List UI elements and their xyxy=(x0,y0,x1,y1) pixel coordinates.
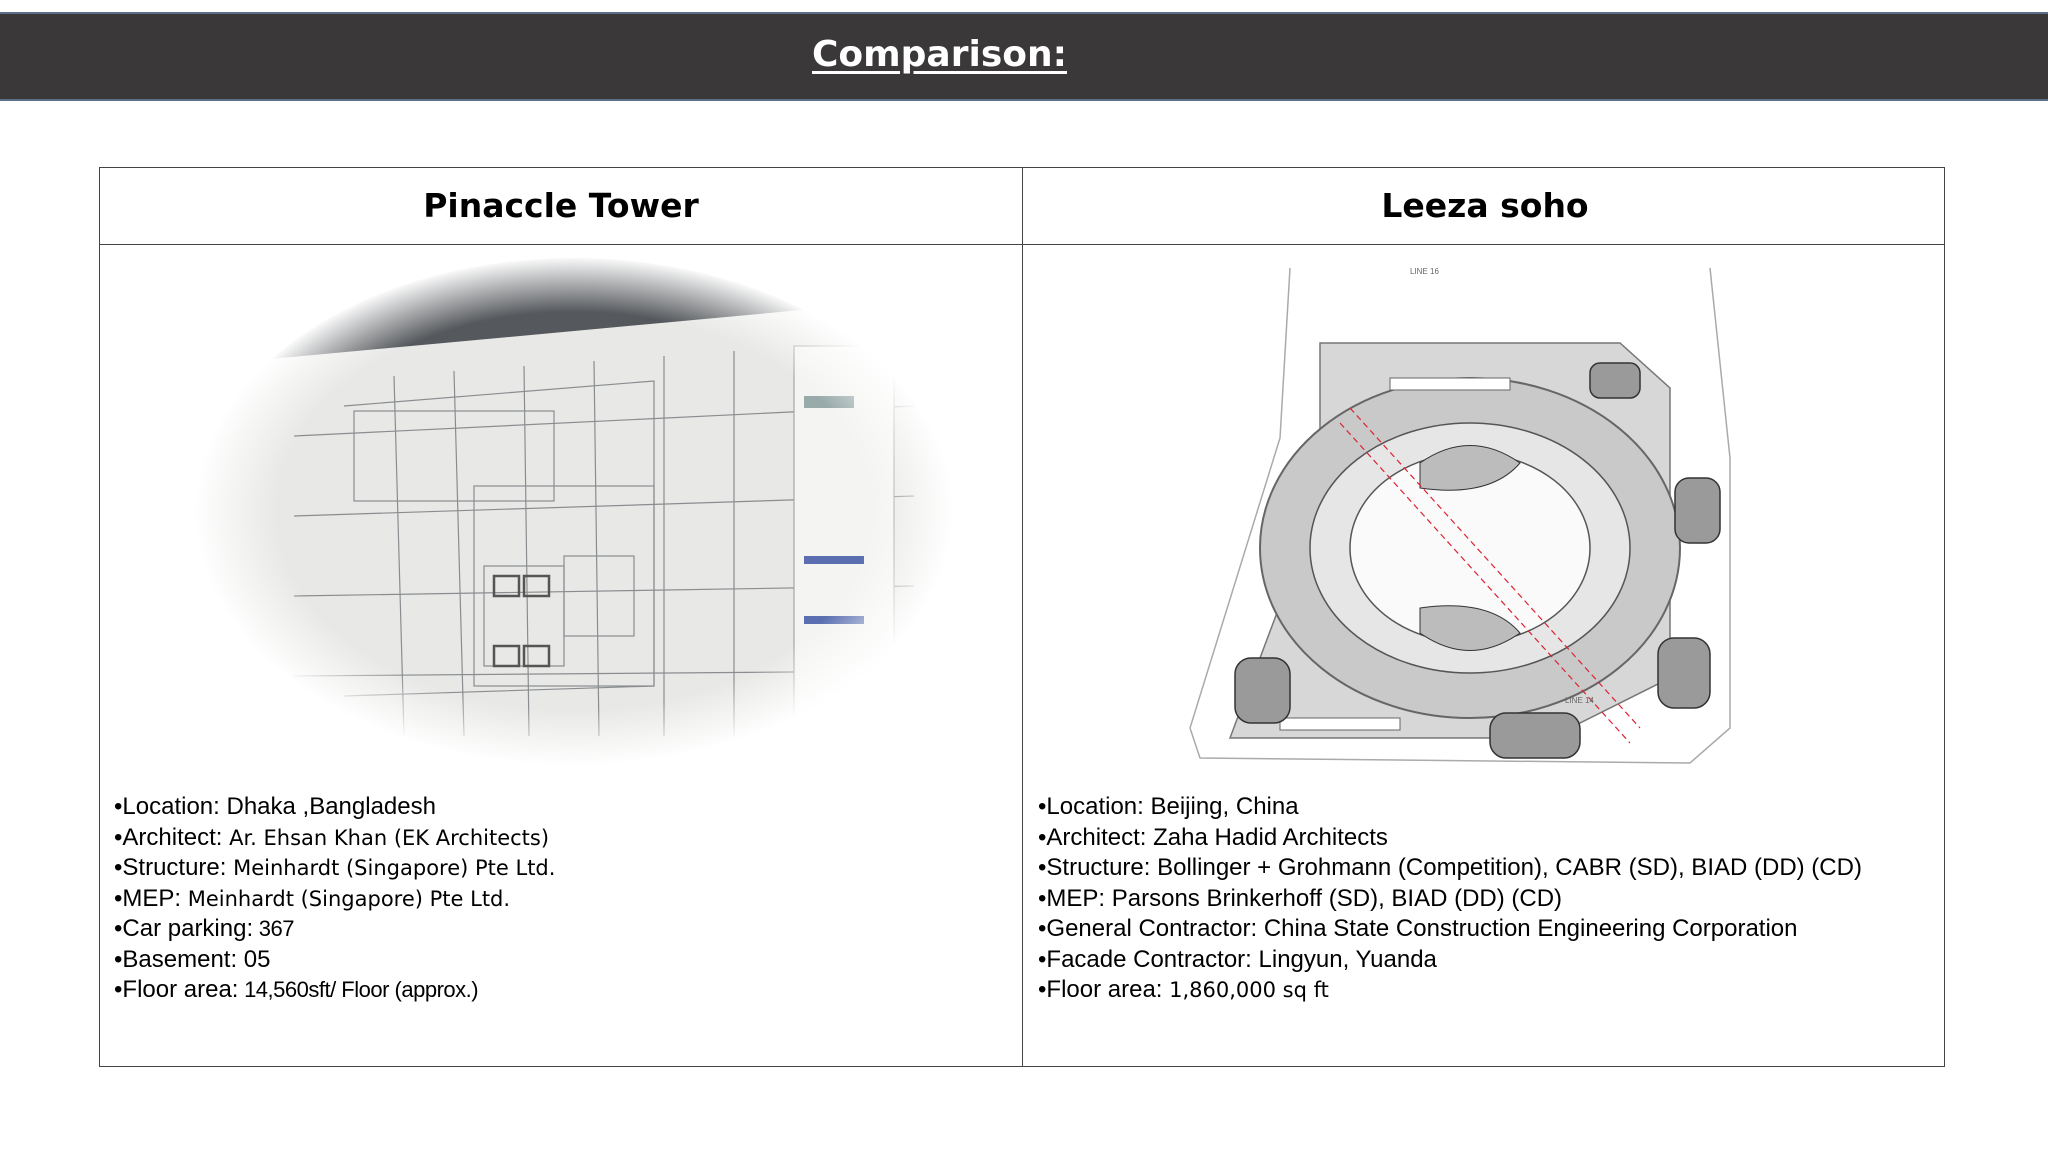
header-divider xyxy=(100,244,1944,245)
detail-row: •Location: Dhaka ,Bangladesh xyxy=(114,793,436,820)
detail-row: •Structure: Bollinger + Grohmann (Competition), CABR (SD), BIAD (DD) (CD) xyxy=(1038,854,1862,881)
detail-row: •General Contractor: China State Construction Engineering Corporation xyxy=(1038,915,1798,942)
pinaccle-tower-details xyxy=(114,792,555,1006)
column-divider xyxy=(1022,168,1023,1066)
svg-text:LINE 16: LINE 16 xyxy=(1410,267,1439,276)
detail-row: •Car parking: 367 xyxy=(114,915,294,942)
blueprint-photo xyxy=(194,256,954,766)
detail-row: •Floor area: 1,860,000 sq ft xyxy=(1038,976,1329,1003)
detail-row: •MEP: Meinhardt (Singapore) Pte Ltd. xyxy=(114,884,511,912)
detail-row: •Facade Contractor: Lingyun, Yuanda xyxy=(1038,945,1437,973)
detail-row: •Basement: 05 xyxy=(114,945,271,973)
detail-row: •Architect: Ar. Ehsan Khan (EK Architects) xyxy=(114,823,550,851)
page-title: Comparison: xyxy=(812,34,1068,75)
detail-row: •Location: Beijing, China xyxy=(1038,793,1299,820)
detail-row: •Floor area: 14,560sft/ Floor (approx.) xyxy=(114,976,479,1003)
detail-row: •MEP: Parsons Brinkerhoff (SD), BIAD (DD) (CD) xyxy=(1038,884,1563,912)
svg-text:LINE 14: LINE 14 xyxy=(1565,696,1594,705)
column-header-leeza-soho: Leeza soho xyxy=(1381,186,1589,225)
column-header-pinaccle-tower: Pinaccle Tower xyxy=(423,186,699,225)
comparison-table xyxy=(99,167,1945,1067)
leeza-soho-details xyxy=(1038,792,1862,1006)
detail-row: •Structure: Meinhardt (Singapore) Pte Ltd. xyxy=(114,854,556,881)
title-bar xyxy=(0,12,2048,101)
site-plan-drawing xyxy=(1170,258,1810,778)
detail-row: •Architect: Zaha Hadid Architects xyxy=(1038,823,1388,851)
